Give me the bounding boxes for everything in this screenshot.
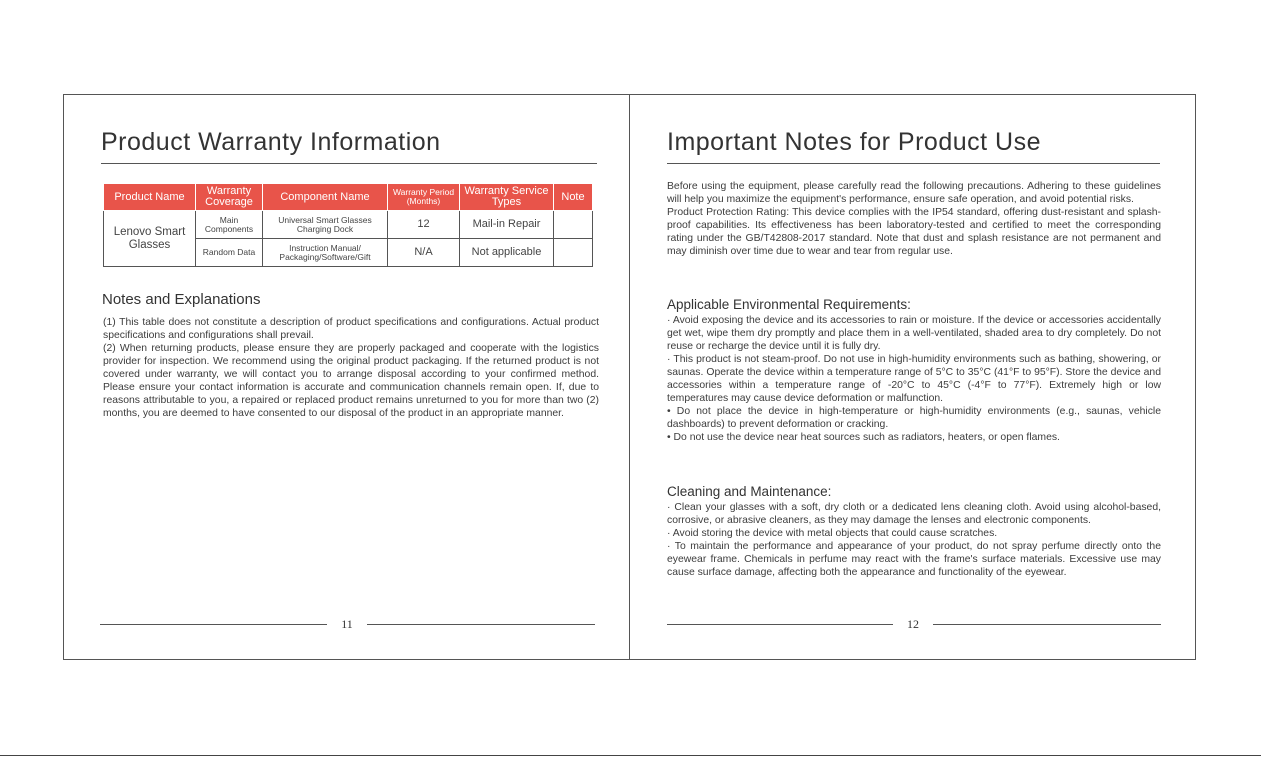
footer-rule [933,624,1161,625]
service-cell: Mail-in Repair [460,211,554,239]
coverage-cell: Main Components [196,211,263,239]
note-paragraph: (1) This table does not constitute a description of product specifications and configurations. Actual product specifications and configurations shall prevail. [103,317,599,341]
header-warranty-coverage: Warranty Coverage [196,184,263,211]
header-warranty-period: Warranty Period (Months) [388,184,460,211]
page-number: 11 [341,617,353,631]
component-cell: Universal Smart Glasses Charging Dock [263,211,388,239]
manual-spread [63,94,1196,660]
environment-text [667,314,1161,444]
note-cell [554,239,593,267]
cleaning-text [667,501,1161,579]
cleaning-heading: Cleaning and Maintenance: [667,484,832,499]
left-page [64,95,630,659]
environment-item: • Do not use the device near heat sources such as radiators, heaters, or open flames. [667,432,1060,443]
notes-heading: Notes and Explanations [102,291,261,308]
header-note: Note [554,184,593,211]
footer-rule [367,624,595,625]
warranty-table [103,183,593,267]
product-name-cell: Lenovo Smart Glasses [104,211,196,267]
intro-paragraph: Before using the equipment, please carefully read the following precautions. Adhering to these guidelines will help you maximize the equipment's performance, ensure safe operation, and avoid potential risks. [667,181,1161,205]
period-cell: 12 [388,211,460,239]
intro-text [667,180,1161,258]
page-number: 12 [907,617,919,631]
page-title: Product Warranty Information [101,128,597,164]
cleaning-item: · Avoid storing the device with metal objects that could cause scratches. [667,528,998,539]
footer-rule [667,624,893,625]
notes-text [103,316,599,420]
intro-paragraph: Product Protection Rating: This device complies with the IP54 standard, offering dust-resistant and splash-proof capabilities. Its effectiveness has been laboratory-tested and certified to meet the corresponding rating under the GB/T42808-2017 standard. Note that dust and splash resistance are not permanent and may diminish over time due to wear and tear from regular use. [667,207,1161,257]
environment-item: · This product is not steam-proof. Do not use in high-humidity environments such as bathing, showering, or saunas. Operate the device within a temperature range of 5°C to 35°C (41°F to 95°F). Store the device and accessories within a temperature range of -20°C to 45°C (-4°F to 77°F). Extremely high or low temperatures may cause device deformation or malfunction. [667,354,1161,404]
note-paragraph: (2) When returning products, please ensure they are properly packaged and cooperate with the logistics provider for inspection. We recommend using the original product packaging. If the returned product is not covered under warranty, we will contact you to arrange disposal according to your confirmed method. Please ensure your contact information is accurate and communication channels remain open. If, due to reasons attributable to you, a repaired or replaced product remains unreturned to you for more than two (2) months, you are deemed to have consented to our disposal of the product in an appropriate manner. [103,343,599,419]
period-cell: N/A [388,239,460,267]
header-service-types: Warranty Service Types [460,184,554,211]
header-product-name: Product Name [104,184,196,211]
component-cell: Instruction Manual/ Packaging/Software/Gift [263,239,388,267]
cleaning-item: · To maintain the performance and appearance of your product, do not spray perfume directly onto the eyewear frame. Chemicals in perfume may react with the frame's surface materials. Excessive use may cause surface damage, affecting both the appearance and functionality of the eyewear. [667,541,1161,578]
viewer-bottom-edge [0,755,1261,756]
service-cell: Not applicable [460,239,554,267]
coverage-cell: Random Data [196,239,263,267]
right-page [630,95,1197,659]
note-cell [554,211,593,239]
table-header-row [104,184,593,211]
header-component-name: Component Name [263,184,388,211]
page-title: Important Notes for Product Use [667,128,1160,164]
table-row [104,211,593,239]
environment-heading: Applicable Environmental Requirements: [667,297,911,312]
cleaning-item: · Clean your glasses with a soft, dry cloth or a dedicated lens cleaning cloth. Avoid using alcohol-based, corrosive, or abrasive cleaners, as they may damage the lenses and electronic components. [667,502,1161,526]
footer-rule [100,624,327,625]
environment-item: • Do not place the device in high-temperature or high-humidity environments (e.g., saunas, vehicle dashboards) to prevent deformation or cracking. [667,406,1161,430]
environment-item: · Avoid exposing the device and its accessories to rain or moisture. If the device or accessories accidentally get wet, wipe them dry promptly and place them in a well-ventilated, shaded area to dry completely. Do not reuse or recharge the device until it is fully dry. [667,315,1161,352]
